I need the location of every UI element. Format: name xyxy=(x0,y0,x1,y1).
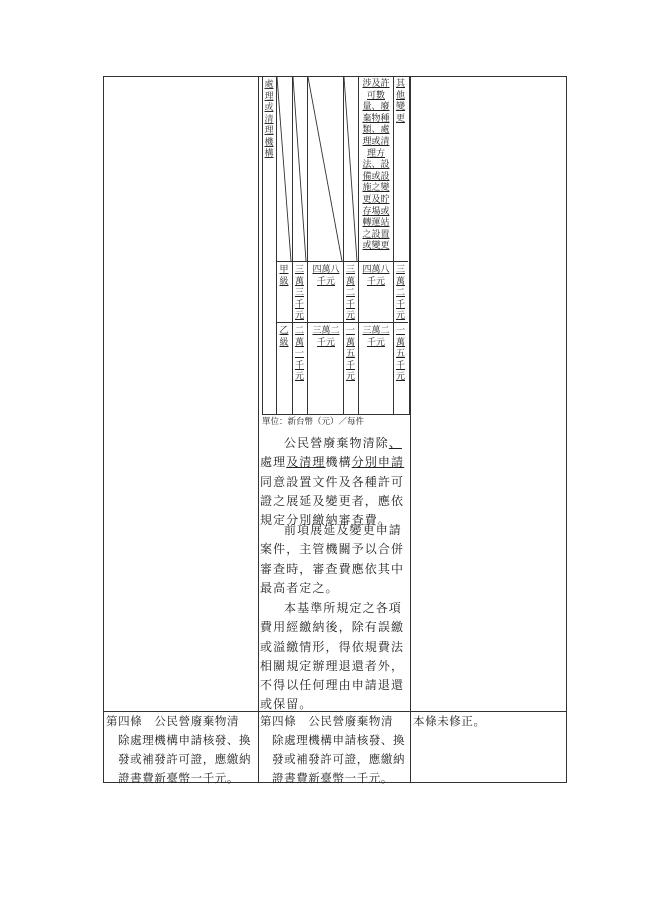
column-divider-left xyxy=(258,76,259,782)
grade-b-value: 三萬二千元 xyxy=(312,326,340,348)
fee-unit-note: 單位：新台幣（元）／每件 xyxy=(262,417,365,427)
article4-current-text: 第四條 公民營廢棄物清 除處理機構申請核發、換 發或補發許可證，應繳納 證書費新臺幣一千元。 xyxy=(260,714,406,785)
paragraph-refund: 本基準所規定之各項費用經繳納後，除有誤繳或溢繳情形，得依規費法相關規定辦理退還者外，不得以任何理由申請退還或保留。 xyxy=(260,601,405,712)
paragraph-combined-review: 前項展延及變更申請案件，主管機關予以合併審查時，審查費應依其中最高者定之。 xyxy=(260,523,405,595)
grade-a-value: 四萬八千元 xyxy=(362,265,390,287)
grade-b-value: 一萬五千元 xyxy=(395,326,405,382)
row-label-facility: 處理或清理機構 xyxy=(264,80,274,159)
grade-a-value: 三萬三千元 xyxy=(294,265,304,321)
col-other-change: 其他變更 xyxy=(395,79,405,124)
grade-a-label: 甲級 xyxy=(279,265,289,287)
article4-amended-text: 第四條 公民營廢棄物清 除處理機構申請核發、換 發或補發許可證，應繳納 證書費新臺幣一千元。 xyxy=(106,714,252,785)
col-change-desc: 涉及許可數量、廢棄物種類、處理或清理方法、設備或設施之變更及貯存場或轉運站之設置或變更 xyxy=(362,79,390,252)
article4-note: 本條未修正。 xyxy=(413,714,486,728)
paragraph-review-fee: 公民營廢棄物清除、處理及清理機構分別申請同意設置文件及各種許可證之展延及變更者，應依規定分別繳納審查費。 xyxy=(260,436,405,528)
grade-b-value: 三萬二千元 xyxy=(362,326,390,348)
grade-b-value: 二萬一千元 xyxy=(294,326,304,382)
grade-b-label: 乙級 xyxy=(279,326,289,348)
column-divider-right xyxy=(410,76,411,782)
grade-a-value: 三萬二千元 xyxy=(345,265,355,321)
grade-a-value: 三萬二千元 xyxy=(395,265,405,321)
grade-a-value: 四萬八千元 xyxy=(312,265,340,287)
grade-b-value: 一萬五千元 xyxy=(345,326,355,382)
